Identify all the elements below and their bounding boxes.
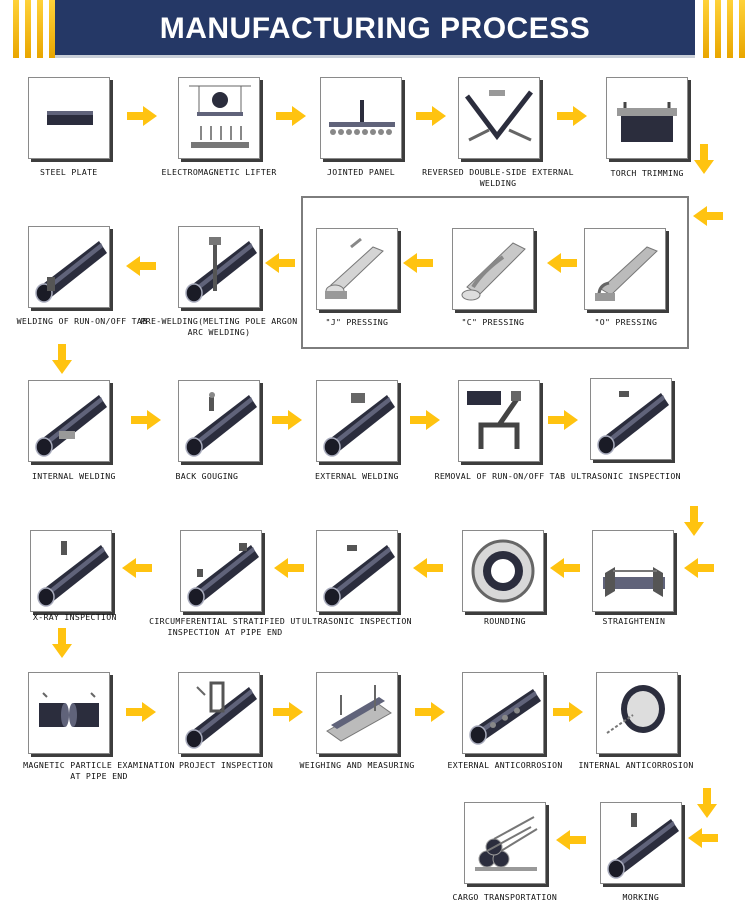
cargo-icon [465,803,545,883]
step-illustration [462,672,544,754]
step-label: TORCH TRIMMING [610,168,684,178]
arrow-icon [697,788,717,818]
torch-trimming-icon [607,78,687,158]
flow-arrow [553,702,583,722]
step-label: "C" PRESSING [461,317,525,327]
flow-arrow [548,410,578,430]
arrow-icon [122,558,152,578]
step-label: MAGNETIC PARTICLE EXAMINATION AT PIPE END [23,760,175,781]
arrow-icon [416,106,446,126]
step-label: JOINTED PANEL [327,167,395,177]
step-label: CARGO TRANSPORTATION [452,892,558,902]
arrow-icon [126,256,156,276]
flow-arrow [550,558,580,578]
marking-icon [601,803,681,883]
step-label: PRE-WELDING(MELTING POLE ARGON ARC WELDING) [140,316,298,337]
step-illustration [462,530,544,612]
arrow-icon [548,410,578,430]
step-illustration [464,802,546,884]
arrow-icon [265,253,295,273]
flow-arrow [272,410,302,430]
step-illustration [28,77,110,159]
flow-arrow [416,106,446,126]
arrow-icon [274,558,304,578]
tab-welding-icon [29,227,109,307]
step-label: INTERNAL WELDING [32,471,116,481]
arrow-icon [557,106,587,126]
step-illustration [316,228,398,310]
arrow-icon [276,106,306,126]
arrow-icon [273,702,303,722]
internal-welding-icon [29,381,109,461]
step-label: "J" PRESSING [325,317,389,327]
step-label: X-RAY INSPECTION [33,612,117,622]
step-illustration [592,530,674,612]
arrow-icon [684,506,704,536]
flow-arrow [693,206,723,226]
step-illustration [458,380,540,462]
step-illustration [30,530,112,612]
back-gouging-icon [179,381,259,461]
step-illustration [596,672,678,754]
title-banner [55,0,695,58]
arrow-icon [403,253,433,273]
step-illustration [28,380,110,462]
step-illustration [458,77,540,159]
step-label: MORKING [622,892,660,902]
arrow-icon [415,702,445,722]
flow-arrow [697,788,717,818]
page-title: MANUFACTURING PROCESS [159,12,591,45]
step-label: EXTERNAL WELDING [315,471,399,481]
electromagnetic-lifter-icon [179,78,259,158]
arrow-icon [126,702,156,722]
step-label: CIRCUMFERENTIAL STRATIFIED UT INSPECTION AT PIPE END [149,616,301,637]
double-side-welding-icon [459,78,539,158]
arrow-icon [550,558,580,578]
flow-arrow [547,253,577,273]
stripe-decoration [727,0,733,58]
external-welding-icon [317,381,397,461]
internal-anticorrosion-icon [597,673,677,753]
arrow-icon [547,253,577,273]
tab-removal-icon [459,381,539,461]
arrow-icon [410,410,440,430]
step-label: ELECTROMAGNETIC LIFTER [161,167,277,177]
flow-arrow [557,106,587,126]
steel-plate-icon [29,78,109,158]
arrow-icon [684,558,714,578]
rounding-icon [463,531,543,611]
stripe-decoration [13,0,19,58]
ut-inspection-icon [181,531,261,611]
step-illustration [28,672,110,754]
flow-arrow [276,106,306,126]
step-illustration [606,77,688,159]
arrow-icon [688,828,718,848]
step-illustration [590,378,672,460]
step-illustration [316,530,398,612]
flow-arrow [127,106,157,126]
flow-arrow [273,702,303,722]
stripe-decoration [25,0,31,58]
step-label: BACK GOUGING [175,471,239,481]
ultrasonic-inspection-2-icon [317,531,397,611]
flow-arrow [413,558,443,578]
flow-arrow [556,830,586,850]
step-illustration [180,530,262,612]
flow-arrow [684,558,714,578]
step-label: WEIGHING AND MEASURING [299,760,415,770]
step-label: REVERSED DOUBLE-SIDE EXTERNAL WELDING [422,167,574,188]
arrow-icon [556,830,586,850]
flow-arrow [52,344,72,374]
flow-arrow [131,410,161,430]
stripe-decoration [49,0,55,58]
flow-arrow [403,253,433,273]
jointed-panel-icon [321,78,401,158]
step-illustration [178,380,260,462]
flow-arrow [122,558,152,578]
flow-arrow [274,558,304,578]
flow-arrow [52,628,72,658]
step-illustration [178,226,260,308]
external-anticorrosion-icon [463,673,543,753]
project-inspection-icon [179,673,259,753]
step-label: ROUNDING [484,616,526,626]
stripe-decoration [715,0,721,58]
flow-arrow [126,256,156,276]
flow-arrow [126,702,156,722]
arrow-icon [127,106,157,126]
magnetic-particle-icon [29,673,109,753]
step-illustration [316,672,398,754]
step-label: REMOVAL OF RUN-ON/OFF TAB [434,471,566,481]
arrow-icon [694,144,714,174]
step-label: "O" PRESSING [594,317,658,327]
step-label: PROJECT INSPECTION [179,760,274,770]
pre-welding-icon [179,227,259,307]
flow-arrow [688,828,718,848]
straightening-icon [593,531,673,611]
step-illustration [320,77,402,159]
c-pressing-icon [453,229,533,309]
step-illustration [178,77,260,159]
step-illustration [316,380,398,462]
step-label: EXTERNAL ANTICORROSION [447,760,563,770]
arrow-icon [693,206,723,226]
x-ray-icon [31,531,111,611]
arrow-icon [52,628,72,658]
step-illustration [584,228,666,310]
step-label: STEEL PLATE [40,167,98,177]
step-label: INTERNAL ANTICORROSION [578,760,694,770]
arrow-icon [553,702,583,722]
j-pressing-icon [317,229,397,309]
step-label: STRAIGHTENIN [602,616,666,626]
step-label: ULTRASONIC INSPECTION [302,616,412,626]
arrow-icon [52,344,72,374]
o-pressing-icon [585,229,665,309]
flow-arrow [684,506,704,536]
weighing-icon [317,673,397,753]
stripe-decoration [703,0,709,58]
step-illustration [178,672,260,754]
flow-arrow [694,144,714,174]
stripe-decoration [37,0,43,58]
ultrasonic-inspection-icon [591,379,671,459]
flow-arrow [265,253,295,273]
arrow-icon [131,410,161,430]
step-illustration [600,802,682,884]
flow-arrow [410,410,440,430]
arrow-icon [272,410,302,430]
flow-arrow [415,702,445,722]
step-illustration [28,226,110,308]
step-illustration [452,228,534,310]
arrow-icon [413,558,443,578]
step-label: WELDING OF RUN-ON/OFF TAB [16,316,148,326]
stripe-decoration [739,0,745,58]
step-label: ULTRASONIC INSPECTION [571,471,681,481]
